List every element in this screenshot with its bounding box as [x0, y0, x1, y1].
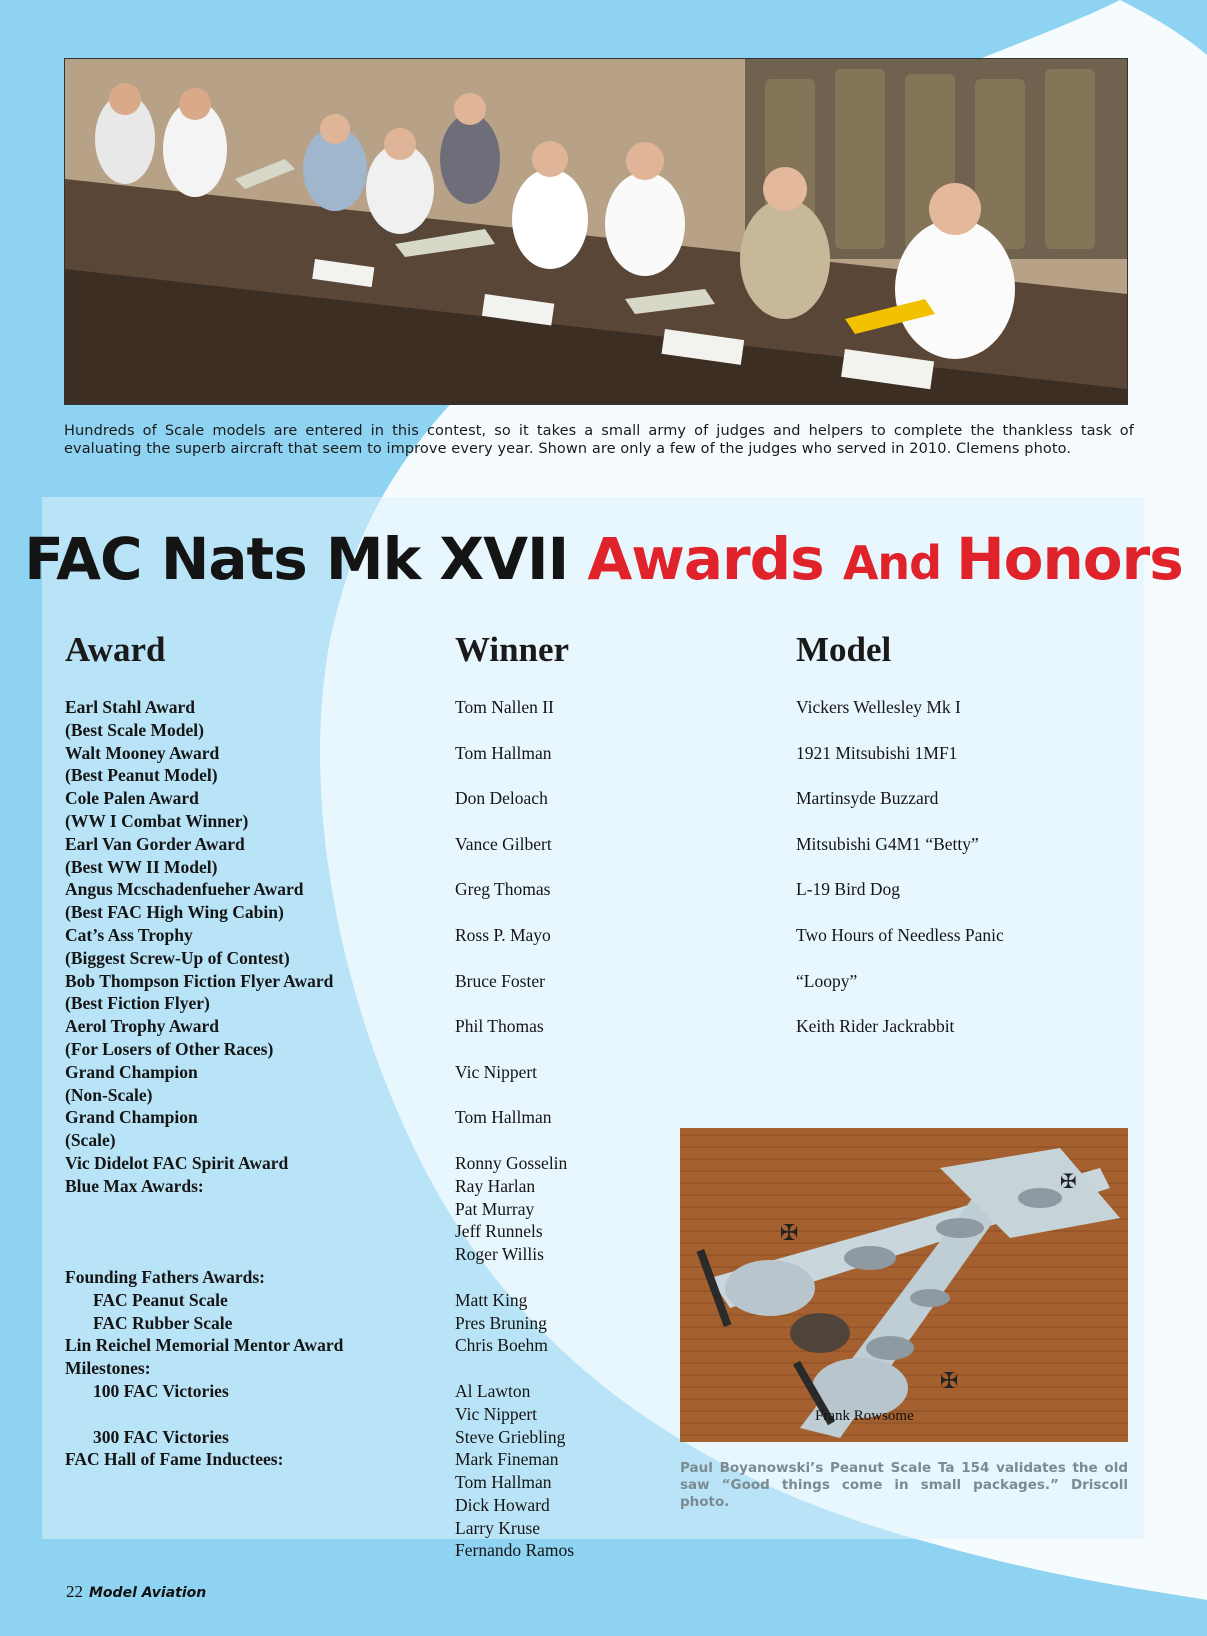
svg-text:✠: ✠ [1060, 1169, 1077, 1193]
award-line: Walt Mooney Award [65, 742, 220, 763]
plane-photo-overlay-name: Frank Rowsome [815, 1408, 914, 1424]
winner-line: Ray Harlan [455, 1175, 536, 1196]
ta154-model-illustration [680, 1128, 1128, 1442]
award-line: FAC Hall of Fame Inductees: [65, 1449, 284, 1470]
winner-line: Pres Bruning [455, 1312, 547, 1333]
award-line [65, 1403, 343, 1426]
award-line [65, 1220, 343, 1243]
winner-line: Vic Nippert [455, 1061, 538, 1082]
winner-line [455, 856, 574, 879]
winner-line [455, 901, 574, 924]
plane-photo [680, 1128, 1128, 1442]
model-line: Two Hours of Needless Panic [796, 924, 1004, 945]
model-line: Mitsubishi G4M1 “Betty” [796, 833, 979, 854]
model-column [796, 696, 1004, 1038]
judges-photo [64, 58, 1128, 405]
award-line: Grand Champion [65, 1107, 198, 1128]
winner-line: Vic Nippert [455, 1403, 538, 1424]
award-line: Earl Van Gorder Award [65, 833, 245, 854]
award-line: (Non-Scale) [65, 1084, 153, 1105]
model-line: 1921 Mitsubishi 1MF1 [796, 742, 958, 763]
award-column [65, 696, 343, 1471]
winner-line: Pat Murray [455, 1198, 535, 1219]
page-footer [66, 1582, 206, 1602]
award-line: Cat’s Ass Trophy [65, 924, 193, 945]
winner-line: Roger Willis [455, 1244, 544, 1265]
winner-column [455, 696, 574, 1562]
award-line: Grand Champion [65, 1061, 198, 1082]
award-line: Aerol Trophy Award [65, 1016, 219, 1037]
award-line: 300 FAC Victories [93, 1426, 229, 1447]
award-line: Earl Stahl Award [65, 697, 195, 717]
winner-line [455, 764, 574, 787]
model-line: Keith Rider Jackrabbit [796, 1016, 955, 1037]
winner-line [455, 1266, 574, 1289]
award-line: Blue Max Awards: [65, 1175, 204, 1196]
winner-line: Greg Thomas [455, 879, 551, 900]
winner-line: Jeff Runnels [455, 1221, 543, 1242]
model-line [796, 947, 1004, 970]
winner-line: Chris Boehm [455, 1335, 548, 1356]
model-line: Vickers Wellesley Mk I [796, 697, 961, 717]
model-line [796, 901, 1004, 924]
award-line: (Biggest Screw-Up of Contest) [65, 947, 290, 968]
model-line [796, 992, 1004, 1015]
winner-line: Tom Hallman [455, 1107, 552, 1128]
award-line: (Best Fiction Flyer) [65, 993, 210, 1014]
top-photo-caption: Hundreds of Scale models are entered in this contest, so it takes a small army of judges and helpers to complete the thankless task of evaluating the superb aircraft that seem to improve every year. Shown are only a few of the judges who served in 2010. Clemens photo. [64, 423, 1134, 457]
model-line [796, 856, 1004, 879]
winner-line [455, 947, 574, 970]
award-line: FAC Peanut Scale [93, 1289, 228, 1310]
award-line: Milestones: [65, 1358, 151, 1379]
winner-line: Tom Hallman [455, 742, 552, 763]
award-line: 100 FAC Victories [93, 1380, 229, 1401]
winner-column-header: Winner [455, 630, 570, 669]
award-line: (Scale) [65, 1130, 116, 1151]
title-part-2: Awards [587, 525, 843, 593]
award-line: (For Losers of Other Races) [65, 1038, 274, 1059]
title-part-4: Honors [956, 525, 1183, 593]
winner-line: Phil Thomas [455, 1016, 544, 1037]
title-part-3: And [842, 536, 957, 590]
award-line: Lin Reichel Memorial Mentor Award [65, 1335, 344, 1356]
award-line: (Best Scale Model) [65, 719, 204, 740]
award-line: FAC Rubber Scale [93, 1312, 233, 1333]
model-line [796, 810, 1004, 833]
winner-line: Ronny Gosselin [455, 1152, 568, 1173]
award-line [65, 1198, 343, 1221]
award-line: Bob Thompson Fiction Flyer Award [65, 970, 334, 991]
winner-line: Matt King [455, 1289, 528, 1310]
model-line: “Loopy” [796, 970, 858, 991]
title-part-1: FAC Nats Mk XVII [24, 525, 588, 593]
winner-line: Fernando Ramos [455, 1540, 575, 1561]
award-line: (WW I Combat Winner) [65, 810, 249, 831]
winner-line: Tom Nallen II [455, 697, 554, 717]
winner-line [455, 1084, 574, 1107]
winner-line [455, 1129, 574, 1152]
winner-line: Dick Howard [455, 1494, 550, 1515]
award-line: Cole Palen Award [65, 788, 199, 809]
winner-line: Larry Kruse [455, 1517, 541, 1538]
award-column-header: Award [65, 630, 166, 669]
page-number: 22 [66, 1582, 83, 1601]
winner-line: Don Deloach [455, 788, 548, 809]
svg-text:✠: ✠ [940, 1369, 959, 1394]
award-line: (Best WW II Model) [65, 856, 218, 877]
winner-line [455, 1038, 574, 1061]
winner-line: Mark Fineman [455, 1449, 559, 1470]
winner-line: Ross P. Mayo [455, 924, 551, 945]
model-line [796, 764, 1004, 787]
magazine-name: Model Aviation [89, 1585, 207, 1601]
winner-line: Vance Gilbert [455, 833, 552, 854]
award-line [65, 1243, 343, 1266]
winner-line [455, 992, 574, 1015]
model-line [796, 719, 1004, 742]
model-line: Martinsyde Buzzard [796, 788, 939, 809]
award-line: Angus Mcschadenfueher Award [65, 879, 304, 900]
award-line: (Best FAC High Wing Cabin) [65, 902, 284, 923]
winner-line [455, 1357, 574, 1380]
winner-line [455, 719, 574, 742]
winner-line: Tom Hallman [455, 1472, 552, 1493]
winner-line: Bruce Foster [455, 970, 545, 991]
model-column-header: Model [796, 630, 892, 669]
page-title [0, 525, 1207, 593]
winner-line: Steve Griebling [455, 1426, 566, 1447]
winner-line: Al Lawton [455, 1380, 531, 1401]
plane-photo-caption: Paul Boyanowski’s Peanut Scale Ta 154 validates the old saw “Good things come in small packages.” Driscoll photo. [680, 1460, 1128, 1510]
svg-text:✠: ✠ [780, 1221, 799, 1246]
award-line: (Best Peanut Model) [65, 765, 218, 786]
award-line: Vic Didelot FAC Spirit Award [65, 1152, 289, 1173]
judges-photo-illustration [65, 59, 1127, 404]
winner-line [455, 810, 574, 833]
award-line: Founding Fathers Awards: [65, 1266, 265, 1287]
model-line: L-19 Bird Dog [796, 879, 901, 900]
